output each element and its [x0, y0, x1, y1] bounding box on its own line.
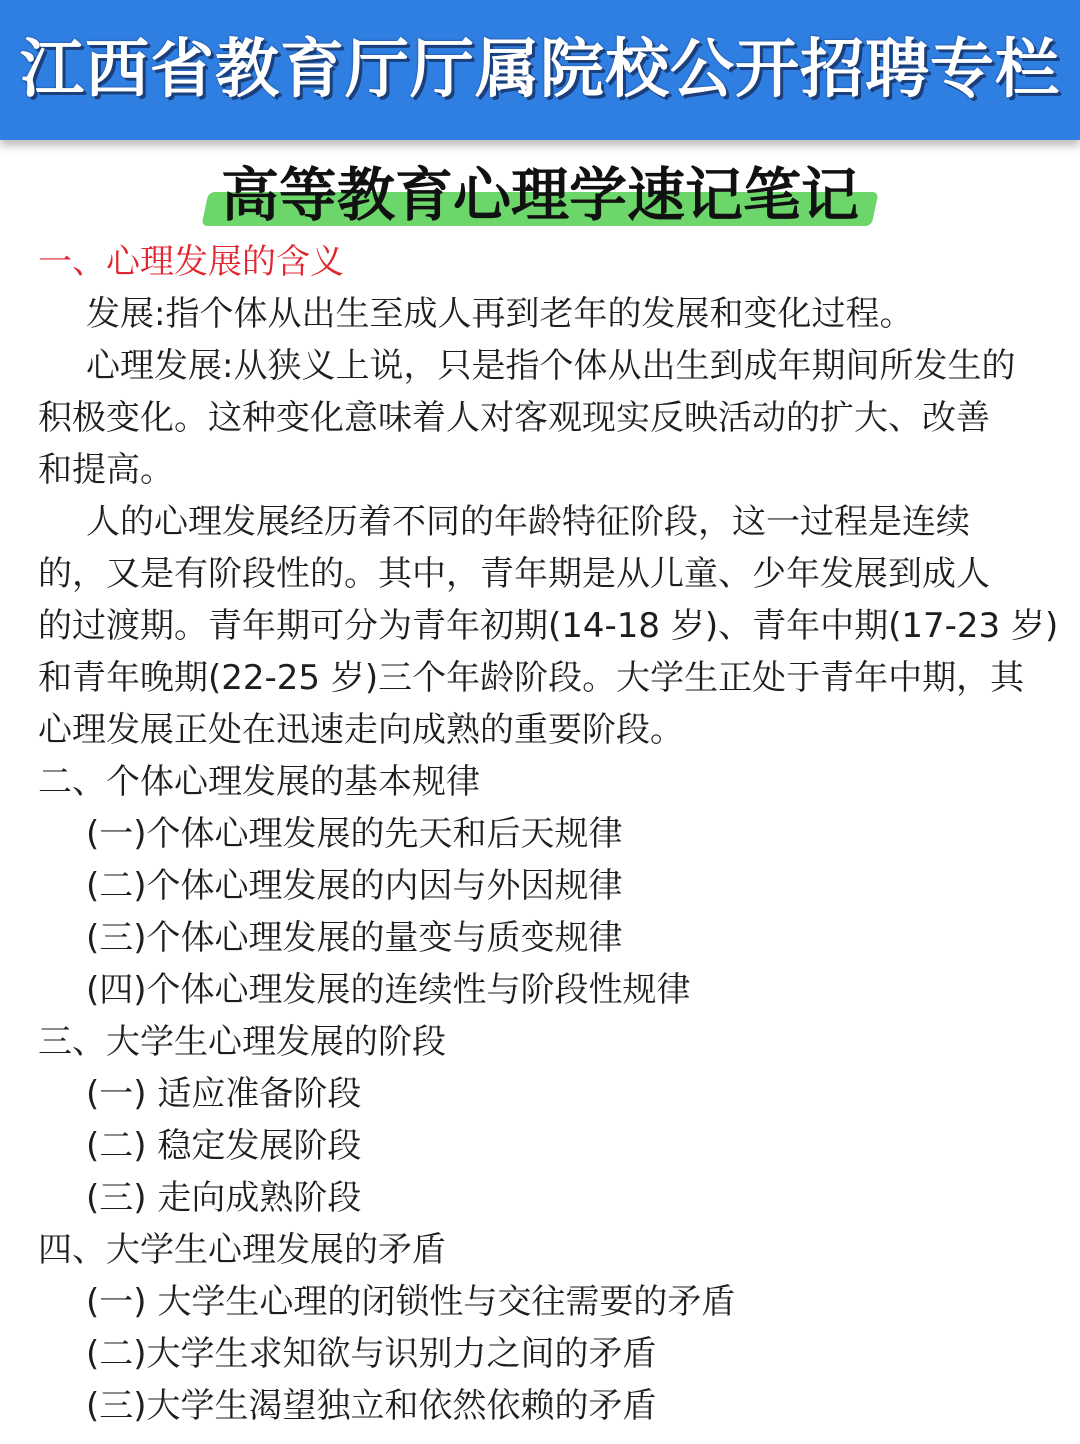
page-subtitle: [205, 148, 875, 232]
paragraph-line: 和青年晚期(22-25 岁)三个年龄阶段。大学生正处于青年中期，其: [38, 658, 1025, 698]
paragraph-line: 心理发展:从狭义上说，只是指个体从出生到成年期间所发生的: [86, 346, 1016, 386]
list-item: (二)大学生求知欲与识别力之间的矛盾: [86, 1334, 657, 1374]
list-item: (三)大学生渴望独立和依然依赖的矛盾: [86, 1386, 657, 1426]
list-item: (二) 稳定发展阶段: [86, 1126, 362, 1166]
section-3-heading: 三、大学生心理发展的阶段: [38, 1022, 446, 1062]
banner-title: 江西省教育厅厅属院校公开招聘专栏: [20, 33, 1060, 107]
paragraph-line: 积极变化。这种变化意味着人对客观现实反映活动的扩大、改善: [38, 398, 990, 438]
section-4-heading: 四、大学生心理发展的矛盾: [38, 1230, 446, 1270]
list-item: (一) 适应准备阶段: [86, 1074, 362, 1114]
section-2-heading: 二、个体心理发展的基本规律: [38, 762, 480, 802]
list-item: (四)个体心理发展的连续性与阶段性规律: [86, 970, 691, 1010]
paragraph-line: 发展:指个体从出生至成人再到老年的发展和变化过程。: [86, 294, 914, 334]
paragraph-line: 的过渡期。青年期可分为青年初期(14-18 岁)、青年中期(17-23 岁): [38, 606, 1059, 646]
list-item: (三)个体心理发展的量变与质变规律: [86, 918, 623, 958]
paragraph-line: 和提高。: [38, 450, 174, 490]
list-item: (一) 大学生心理的闭锁性与交往需要的矛盾: [86, 1282, 736, 1322]
header-banner: [0, 0, 1080, 140]
section-1-heading: 一、心理发展的含义: [38, 242, 344, 282]
paragraph-line: 人的心理发展经历着不同的年龄特征阶段，这一过程是连续: [86, 502, 970, 542]
list-item: (二)个体心理发展的内因与外因规律: [86, 866, 623, 906]
paragraph-line: 的，又是有阶段性的。其中，青年期是从儿童、少年发展到成人: [38, 554, 990, 594]
subtitle-wrap: [0, 148, 1080, 232]
subtitle-text: 高等教育心理学速记笔记: [220, 161, 859, 229]
list-item: (三) 走向成熟阶段: [86, 1178, 362, 1218]
list-item: (一)个体心理发展的先天和后天规律: [86, 814, 623, 854]
notes-content: [38, 236, 1059, 1432]
paragraph-line: 心理发展正处在迅速走向成熟的重要阶段。: [38, 710, 684, 750]
